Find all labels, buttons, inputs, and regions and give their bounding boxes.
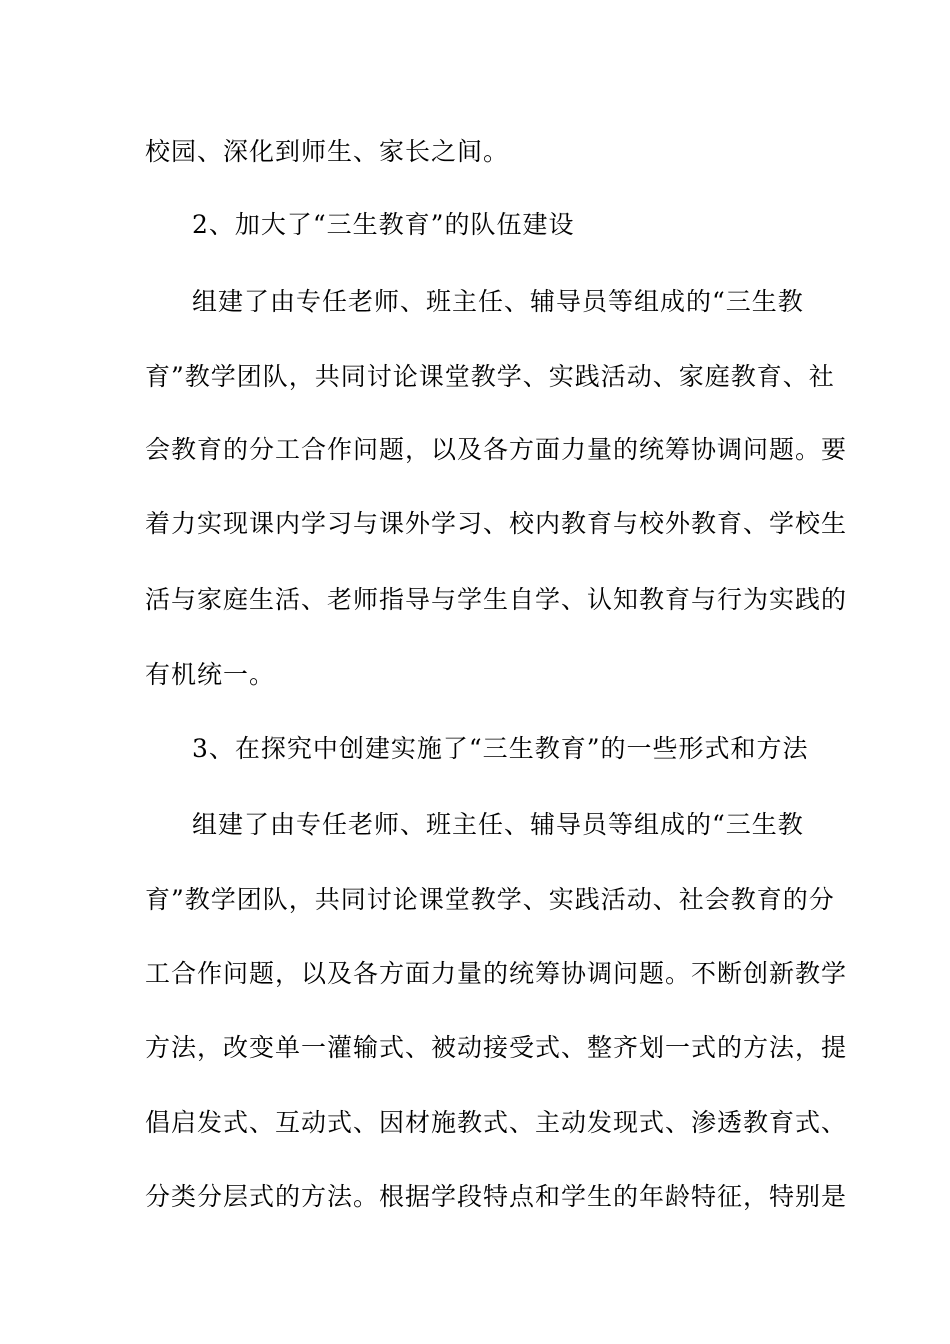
paragraph-2-line-1: 组建了由专任老师、班主任、辅导员等组成的“三生教	[192, 810, 804, 839]
paragraph-1-line-4: 着力实现课内学习与课外学习、校内教育与校外教育、学校生	[145, 509, 848, 538]
paragraph-2-line-6: 分类分层式的方法。根据学段特点和学生的年龄特征，特别是	[145, 1182, 848, 1211]
paragraph-1-line-5: 活与家庭生活、老师指导与学生自学、认知教育与行为实践的	[145, 585, 848, 614]
text-line-1: 校园、深化到师生、家长之间。	[145, 137, 510, 166]
paragraph-1-line-3: 会教育的分工合作问题，以及各方面力量的统筹协调问题。要	[145, 435, 848, 464]
paragraph-2-line-5: 倡启发式、互动式、因材施教式、主动发现式、渗透教育式、	[145, 1108, 848, 1137]
section-heading-3: 3、在探究中创建实施了“三生教育”的一些形式和方法	[192, 734, 809, 763]
section-heading-2: 2、加大了“三生教育”的队伍建设	[192, 210, 575, 239]
paragraph-2-line-3: 工合作问题，以及各方面力量的统筹协调问题。不断创新教学	[145, 959, 848, 988]
paragraph-2-line-2: 育”教学团队，共同讨论课堂教学、实践活动、社会教育的分	[145, 885, 835, 914]
paragraph-2-line-4: 方法，改变单一灌输式、被动接受式、整齐划一式的方法，提	[145, 1033, 848, 1062]
paragraph-1-line-1: 组建了由专任老师、班主任、辅导员等组成的“三生教	[192, 287, 804, 316]
paragraph-1-line-2: 育”教学团队，共同讨论课堂教学、实践活动、家庭教育、社	[145, 362, 835, 391]
paragraph-1-line-6: 有机统一。	[145, 660, 276, 689]
